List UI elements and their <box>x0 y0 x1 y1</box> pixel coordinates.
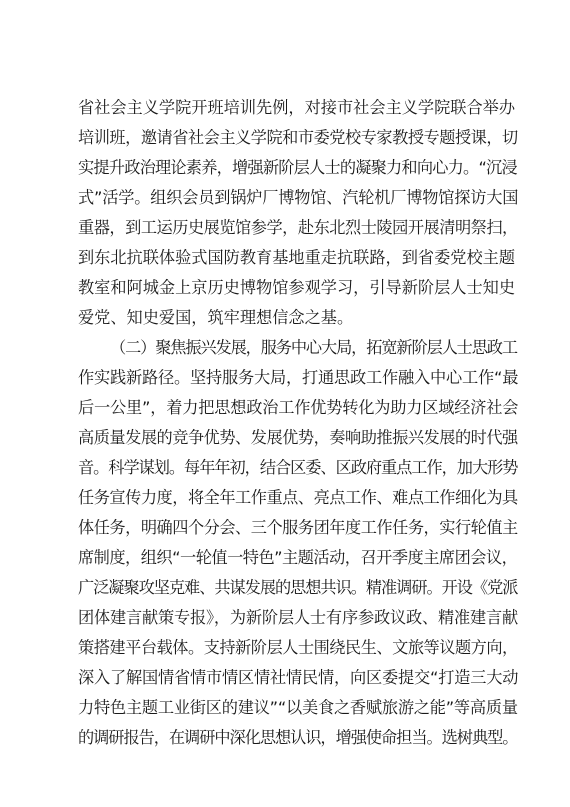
text-line: 爱党、知史爱国，筑牢理想信念之基。 <box>78 308 354 327</box>
text-line: 策搭建平台载体。支持新阶层人士围绕民生、文旅等议题方向， <box>78 638 518 657</box>
text-line: 培训班，邀请省社会主义学院和市委党校专家教授专题授课，切 <box>78 128 518 147</box>
text-line: 广泛凝聚攻坚克难、共谋发展的思想共识。精准调研。开设《党派 <box>78 578 518 597</box>
text-line: 席制度，组织“一轮值一特色”主题活动，召开季度主席团会议， <box>78 548 518 567</box>
text-line: 到东北抗联体验式国防教育基地重走抗联路，到省委党校主题 <box>78 248 516 267</box>
text-line: 省社会主义学院开班培训先例，对接市社会主义学院联合举办 <box>78 98 516 117</box>
text-line: 深入了解国情省情市情区情社情民情，向区委提交“打造三大动 <box>78 668 519 687</box>
section-heading-line: （二）聚焦振兴发展，服务中心大局，拓宽新阶层人士思政工 <box>110 338 517 357</box>
text-line: 式”活学。组织会员到锅炉厂博物馆、汽轮机厂博物馆探访大国 <box>78 188 519 207</box>
text-line: 教室和阿城金上京历史博物馆参观学习，引导新阶层人士知史 <box>78 278 516 297</box>
text-line: 团体建言献策专报》，为新阶层人士有序参政议政、精准建言献 <box>78 608 518 627</box>
text-line: 实提升政治理论素养，增强新阶层人士的凝聚力和向心力。“沉浸 <box>78 158 517 177</box>
text-line: 高质量发展的竞争优势、发展优势，奏响助推振兴发展的时代强 <box>78 428 518 447</box>
text-line: 后一公里”，着力把思想政治工作优势转化为助力区域经济社会 <box>78 398 519 417</box>
text-line: 任务宣传力度，将全年工作重点、亮点工作、难点工作细化为具 <box>78 488 518 507</box>
text-line: 重器，到工运历史展览馆参学，赴东北烈士陵园开展清明祭扫， <box>78 218 518 237</box>
text-line: 作实践新路径。坚持服务大局，打通思政工作融入中心工作“最 <box>78 368 519 387</box>
text-line: 力特色主题工业街区的建议”“以美食之香赋旅游之能”等高质量 <box>78 698 518 717</box>
text-line: 音。科学谋划。每年年初，结合区委、区政府重点工作，加大形势 <box>78 458 518 477</box>
text-line: 的调研报告，在调研中深化思想认识，增强使命担当。选树典型。 <box>78 728 518 747</box>
text-line: 体任务，明确四个分会、三个服务团年度工作任务，实行轮值主 <box>78 518 518 537</box>
